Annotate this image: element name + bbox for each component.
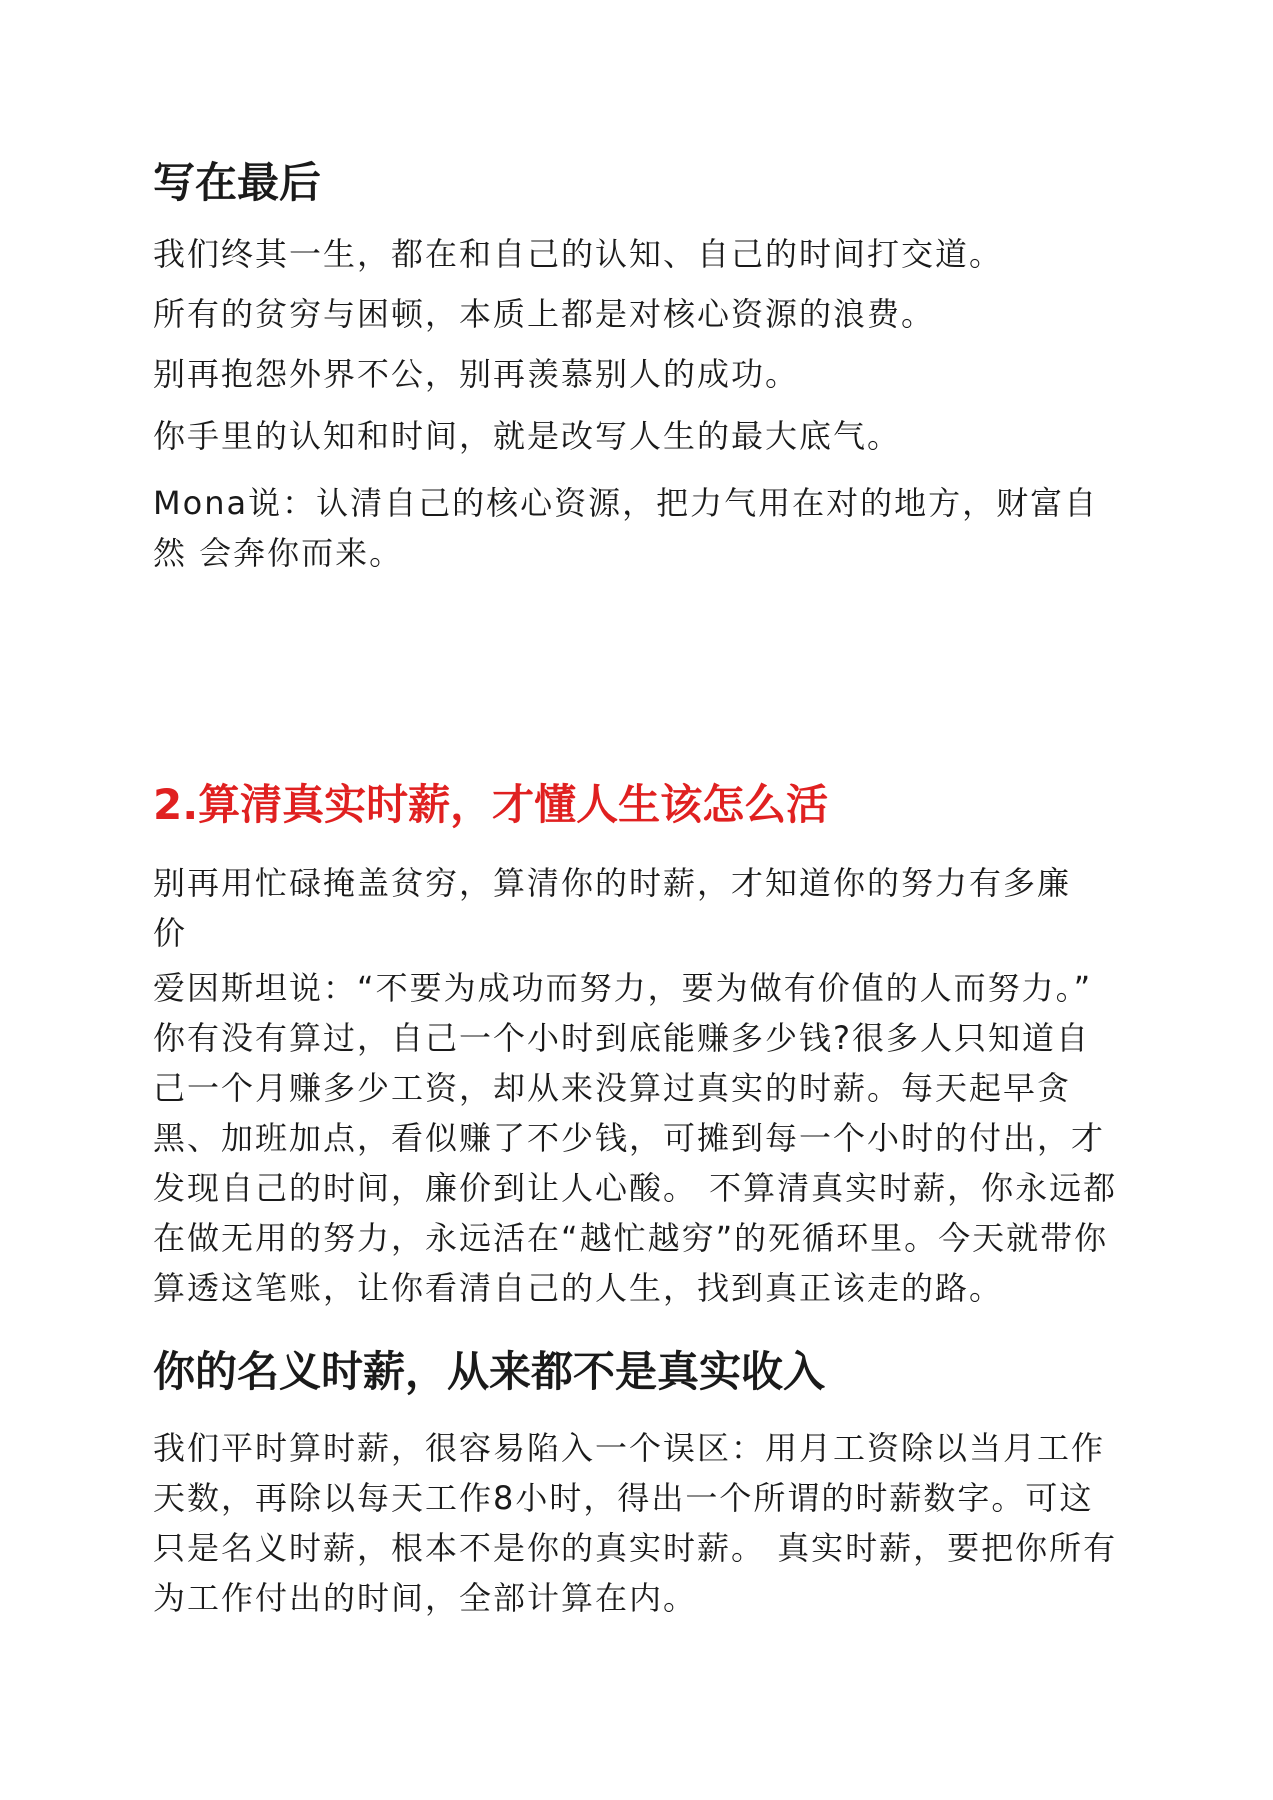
closing-line-2: 所有的贫穷与困顿，本质上都是对核心资源的浪费。 <box>153 295 936 333</box>
body-line: 你有没有算过，自己一个小时到底能赚多少钱?很多人只知道自 <box>153 1019 1090 1057</box>
mona-quote <box>153 478 1133 578</box>
hourly-wage-body <box>153 963 1133 1313</box>
body-line: 发现自己的时间，廉价到让人心酸。 不算清真实时薪，你永远都 <box>153 1169 1118 1207</box>
section-heading-closing: 写在最后 <box>153 158 322 207</box>
body-line: 在做无用的努力，永远活在“越忙越穷”的死循环里。今天就带你 <box>153 1219 1109 1257</box>
section-heading-nominal-wage: 你的名义时薪，从来都不是真实收入 <box>153 1347 826 1396</box>
body-line: 爱因斯坦说：“不要为成功而努力，要为做有价值的人而努力。” <box>153 969 1093 1007</box>
body-line: 只是名义时薪，根本不是你的真实时薪。 真实时薪，要把你所有 <box>153 1529 1118 1567</box>
closing-line-3: 别再抱怨外界不公，别再羡慕别人的成功。 <box>153 355 800 393</box>
body-line: 为工作付出的时间，全部计算在内。 <box>153 1579 698 1617</box>
closing-line-4: 你手里的认知和时间，就是改写人生的最大底气。 <box>153 417 902 455</box>
section-heading-hourly-wage: 2.算清真实时薪，才懂人生该怎么活 <box>153 780 829 829</box>
mona-quote-line: 然 会奔你而来。 <box>153 534 404 572</box>
mona-quote-line: Mona说：认清自己的核心资源，把力气用在对的地方，财富自 <box>153 484 1099 522</box>
closing-line-1: 我们终其一生，都在和自己的认知、自己的时间打交道。 <box>153 235 1004 273</box>
body-line: 算透这笔账，让你看清自己的人生，找到真正该走的路。 <box>153 1269 1004 1307</box>
hourly-wage-intro <box>153 858 1133 958</box>
intro-line: 价 <box>153 914 188 952</box>
body-line: 我们平时算时薪，很容易陷入一个误区：用月工资除以当月工作 <box>153 1429 1106 1467</box>
nominal-wage-body <box>153 1423 1133 1623</box>
body-line: 黑、加班加点，看似赚了不少钱，可摊到每一个小时的付出，才 <box>153 1119 1106 1157</box>
intro-line: 别再用忙碌掩盖贫穷，算清你的时薪，才知道你的努力有多廉 <box>153 864 1072 902</box>
body-line: 己一个月赚多少工资，却从来没算过真实的时薪。每天起早贪 <box>153 1069 1072 1107</box>
body-line: 天数，再除以每天工作8小时，得出一个所谓的时薪数字。可这 <box>153 1479 1094 1517</box>
